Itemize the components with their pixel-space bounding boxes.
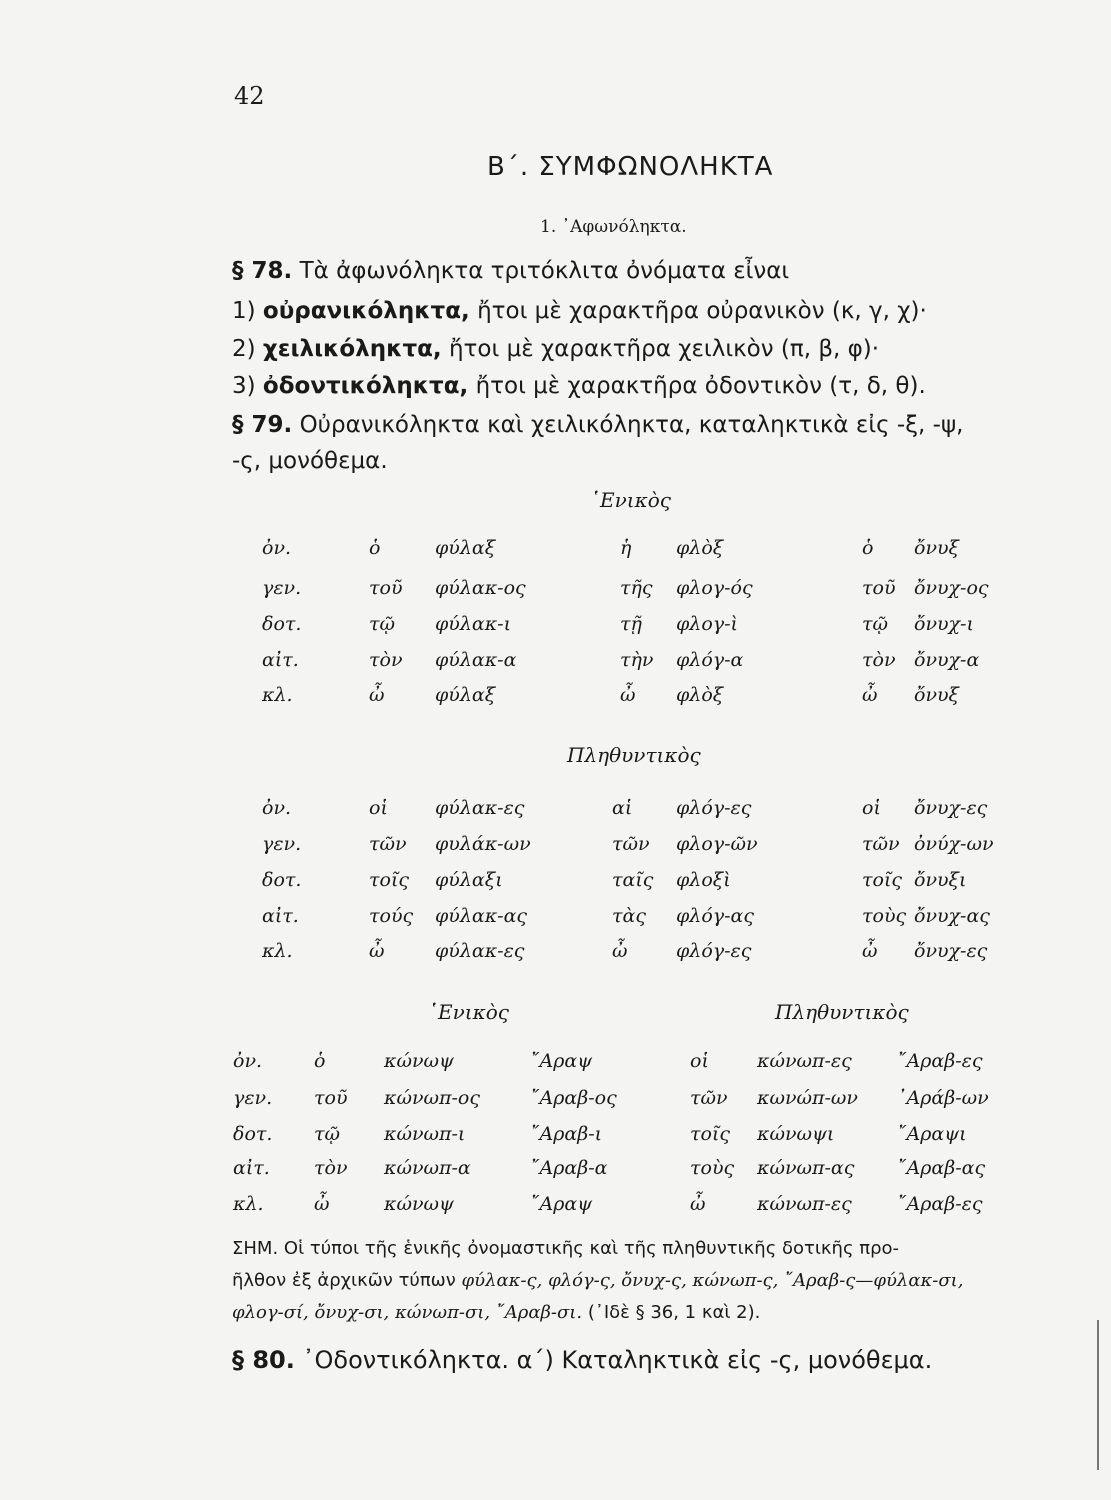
table1-plural-cell: τῶν: [862, 833, 900, 855]
table1-plural-cell: οἱ: [862, 797, 881, 819]
table1-singular-cell: τὴν: [620, 649, 654, 671]
table1-singular-cell: τὸν: [369, 649, 403, 671]
table1-singular-cell: ὁ: [369, 537, 381, 559]
table2-cell: κώνωπ-ας: [757, 1157, 855, 1179]
table2-cell: κώνωπ-ι: [384, 1123, 466, 1145]
list-term: οὐρανικόληκτα,: [262, 298, 470, 324]
table1-singular-cell: ὄνυχ-ι: [914, 613, 974, 635]
table2-cell: κλ.: [233, 1193, 264, 1215]
table1-singular-cell: τῆς: [620, 577, 653, 599]
paragraph-78-text: Τὰ ἀφωνόληκτα τριτόκλιτα ὀνόματα εἶναι: [299, 258, 790, 284]
table1-singular-cell: φύλακ-ος: [435, 577, 526, 599]
table1-singular-cell: ὄνυχ-α: [914, 649, 980, 671]
table2-cell: κώνωπ-ες: [757, 1050, 852, 1072]
table1-plural-cell: φύλακ-ας: [435, 905, 528, 927]
section-subtitle: 1. ᾿Αφωνόληκτα.: [540, 217, 687, 237]
table1-singular-cell: ὦ: [620, 684, 636, 706]
table1-plural-cell: φυλάκ-ων: [435, 833, 531, 855]
page-edge-line: [1097, 1320, 1099, 1470]
table2-cell: ῎Αραβ-ι: [530, 1123, 603, 1145]
table2-cell: κώνωπ-ος: [384, 1087, 480, 1109]
note-text: Οἱ τύποι τῆς ἑνικῆς ὀνομαστικῆς καὶ τῆς πληθυντικῆς δοτικῆς προ-: [283, 1238, 899, 1259]
section-mark-79: § 79.: [232, 412, 293, 438]
note-line-1: [232, 1238, 899, 1259]
table1-plural-cell: φλοξὶ: [676, 869, 731, 891]
table2-cell: κώνωψι: [757, 1123, 835, 1145]
table1-plural-cell: φύλαξι: [435, 869, 503, 891]
paragraph-79-line-1: [232, 412, 963, 438]
table1-singular-cell: φύλαξ: [435, 537, 496, 559]
table1-plural-cell: δοτ.: [262, 869, 302, 891]
table1-plural-cell: φύλακ-ες: [435, 797, 525, 819]
table1-plural-cell: ὦ: [612, 940, 628, 962]
table1-singular-cell: αἰτ.: [262, 649, 299, 671]
table1-singular-cell: ὄνυχ-ος: [914, 577, 989, 599]
table1-plural-cell: φλόγ-ες: [676, 940, 752, 962]
table1-plural-cell: κλ.: [262, 940, 293, 962]
table1-singular-cell: φλογ-ός: [676, 577, 753, 599]
table2-cell: κώνωψ: [384, 1050, 454, 1072]
paragraph-79-text: Οὐρανικόληκτα καὶ χειλικόληκτα, καταληκτικὰ εἰς -ξ, -ψ,: [299, 412, 964, 438]
table2-cell: κώνωψ: [384, 1193, 454, 1215]
note-reference: (᾿Ιδὲ § 36, 1 καὶ 2).: [587, 1302, 761, 1323]
table1-singular-heading: ῾Ενικὸς: [590, 488, 671, 512]
page-number: 42: [234, 82, 265, 110]
table1-plural-cell: ὦ: [862, 940, 878, 962]
table1-plural-cell: ταῖς: [612, 869, 654, 891]
table1-singular-cell: τῷ: [369, 613, 396, 635]
table1-singular-cell: φλόγ-α: [676, 649, 744, 671]
table1-plural-cell: ὄνυχ-ες: [914, 940, 988, 962]
table1-singular-cell: τοῦ: [862, 577, 896, 599]
table2-cell: ῎Αραβ-ες: [897, 1050, 983, 1072]
note-forms: φλογ-σί, ὄνυχ-σι, κώνωπ-σι, ῎Αραβ-σι.: [232, 1302, 583, 1323]
table2-cell: δοτ.: [233, 1123, 273, 1145]
table1-plural-cell: τοῖς: [862, 869, 903, 891]
list-text: ἤτοι μὲ χαρακτῆρα οὐρανικὸν (κ, γ, χ)·: [477, 298, 927, 324]
table2-cell: τὸν: [314, 1157, 348, 1179]
note-line-3: [232, 1302, 760, 1323]
table1-singular-cell: φλογ-ὶ: [676, 613, 739, 635]
table1-plural-cell: φλογ-ῶν: [676, 833, 758, 855]
table2-cell: τοὺς: [690, 1157, 735, 1179]
table2-cell: κώνωπ-α: [384, 1157, 471, 1179]
table2-cell: τῷ: [314, 1123, 341, 1145]
list-text: ἤτοι μὲ χαρακτῆρα ὀδοντικὸν (τ, δ, θ).: [475, 373, 926, 399]
table1-singular-cell: τὸν: [862, 649, 896, 671]
table1-singular-cell: δοτ.: [262, 613, 302, 635]
table1-plural-cell: τῶν: [612, 833, 650, 855]
table1-plural-cell: γεν.: [262, 833, 302, 855]
table1-singular-cell: τοῦ: [369, 577, 403, 599]
table1-plural-cell: ὄνυχ-ας: [914, 905, 990, 927]
table1-singular-cell: φύλαξ: [435, 684, 496, 706]
table2-cell: γεν.: [233, 1087, 273, 1109]
table2-cell: ῎Αραψ: [530, 1193, 593, 1215]
paragraph-78-intro: [232, 258, 789, 284]
table2-cell: τοῦ: [314, 1087, 348, 1109]
table1-singular-cell: ἡ: [620, 537, 632, 559]
list-term: χειλικόληκτα,: [262, 336, 442, 362]
table1-singular-cell: τῷ: [862, 613, 889, 635]
table1-singular-cell: φύλακ-ι: [435, 613, 512, 635]
table2-cell: ῎Αραβ-ας: [897, 1157, 986, 1179]
table1-singular-cell: ὄνυξ: [914, 537, 960, 559]
table1-plural-cell: φλόγ-ες: [676, 797, 752, 819]
table2-singular-heading: ῾Ενικὸς: [428, 1000, 509, 1024]
table1-singular-cell: ὄνυξ: [914, 684, 960, 706]
table1-singular-cell: φύλακ-α: [435, 649, 517, 671]
table1-plural-cell: τοὺς: [862, 905, 907, 927]
table2-cell: ὁ: [314, 1050, 326, 1072]
table1-singular-cell: φλὸξ: [676, 684, 724, 706]
note-text: ῆλθον ἐξ ἀρχικῶν τύπων: [232, 1270, 456, 1291]
list-text: ἤτοι μὲ χαρακτῆρα χειλικὸν (π, β, φ)·: [448, 336, 880, 362]
table2-cell: ᾿Αράβ-ων: [897, 1087, 989, 1109]
chapter-title: Β΄. ΣΥΜΦΩΝΟΛΗΚΤΑ: [487, 152, 774, 182]
table1-singular-cell: ὀν.: [262, 537, 292, 559]
table1-plural-cell: αἰτ.: [262, 905, 299, 927]
table1-plural-cell: ὄνυξι: [914, 869, 967, 891]
table2-cell: ῎Αραψ: [530, 1050, 593, 1072]
table2-cell: ῎Αραβ-α: [530, 1157, 608, 1179]
list-term: ὀδοντικόληκτα,: [262, 373, 469, 399]
note-forms: φύλακ-ς, φλόγ-ς, ὄνυχ-ς, κώνωπ-ς, ῎Αραβ-ς—φύλακ-σι,: [461, 1270, 964, 1291]
table2-cell: τῶν: [690, 1087, 728, 1109]
note-label: ΣΗΜ.: [232, 1238, 279, 1259]
table1-plural-cell: ὄνυχ-ες: [914, 797, 988, 819]
table1-singular-cell: ὦ: [862, 684, 878, 706]
table2-cell: οἱ: [690, 1050, 709, 1072]
table1-plural-cell: ὀν.: [262, 797, 292, 819]
table1-singular-cell: ὦ: [369, 684, 385, 706]
table1-plural-cell: τὰς: [612, 905, 646, 927]
table2-plural-heading: Πληθυντικὸς: [775, 1000, 909, 1024]
table1-plural-cell: ὦ: [369, 940, 385, 962]
list-number: 2): [232, 336, 256, 362]
table2-cell: τοῖς: [690, 1123, 731, 1145]
list-item-2: [232, 336, 879, 362]
table1-plural-cell: οἱ: [369, 797, 388, 819]
table1-singular-cell: κλ.: [262, 684, 293, 706]
list-item-3: [232, 373, 926, 399]
table1-plural-cell: ὀνύχ-ων: [914, 833, 994, 855]
paragraph-80-text: ᾿Οδοντικόληκτα. α΄) Καταληκτικὰ εἰς -ς, μονόθεμα.: [302, 1346, 933, 1374]
table2-cell: ὦ: [690, 1193, 706, 1215]
list-number: 1): [232, 298, 256, 324]
table2-cell: κωνώπ-ων: [757, 1087, 858, 1109]
table1-singular-cell: ὁ: [862, 537, 874, 559]
section-mark-78: § 78.: [232, 258, 293, 284]
table1-plural-heading: Πληθυντικὸς: [567, 743, 701, 767]
table2-cell: ὀν.: [233, 1050, 263, 1072]
table1-singular-cell: τῇ: [620, 613, 642, 635]
table2-cell: ῎Αραψι: [897, 1123, 967, 1145]
table2-cell: ὦ: [314, 1193, 330, 1215]
table1-plural-cell: τούς: [369, 905, 414, 927]
table2-cell: ῎Αραβ-ες: [897, 1193, 983, 1215]
table1-singular-cell: φλὸξ: [676, 537, 724, 559]
paragraph-80: [232, 1346, 932, 1374]
table1-plural-cell: φλόγ-ας: [676, 905, 755, 927]
section-mark-80: § 80.: [232, 1346, 295, 1374]
table2-cell: κώνωπ-ες: [757, 1193, 852, 1215]
table1-singular-cell: γεν.: [262, 577, 302, 599]
list-item-1: [232, 298, 927, 324]
table2-cell: αἰτ.: [233, 1157, 270, 1179]
table1-plural-cell: τοῖς: [369, 869, 410, 891]
note-line-2: [232, 1270, 963, 1291]
list-number: 3): [232, 373, 256, 399]
paragraph-79-line-2: -ς, μονόθεμα.: [232, 448, 388, 474]
table1-plural-cell: φύλακ-ες: [435, 940, 525, 962]
table2-cell: ῎Αραβ-ος: [530, 1087, 617, 1109]
table1-plural-cell: αἱ: [612, 797, 633, 819]
table1-plural-cell: τῶν: [369, 833, 407, 855]
